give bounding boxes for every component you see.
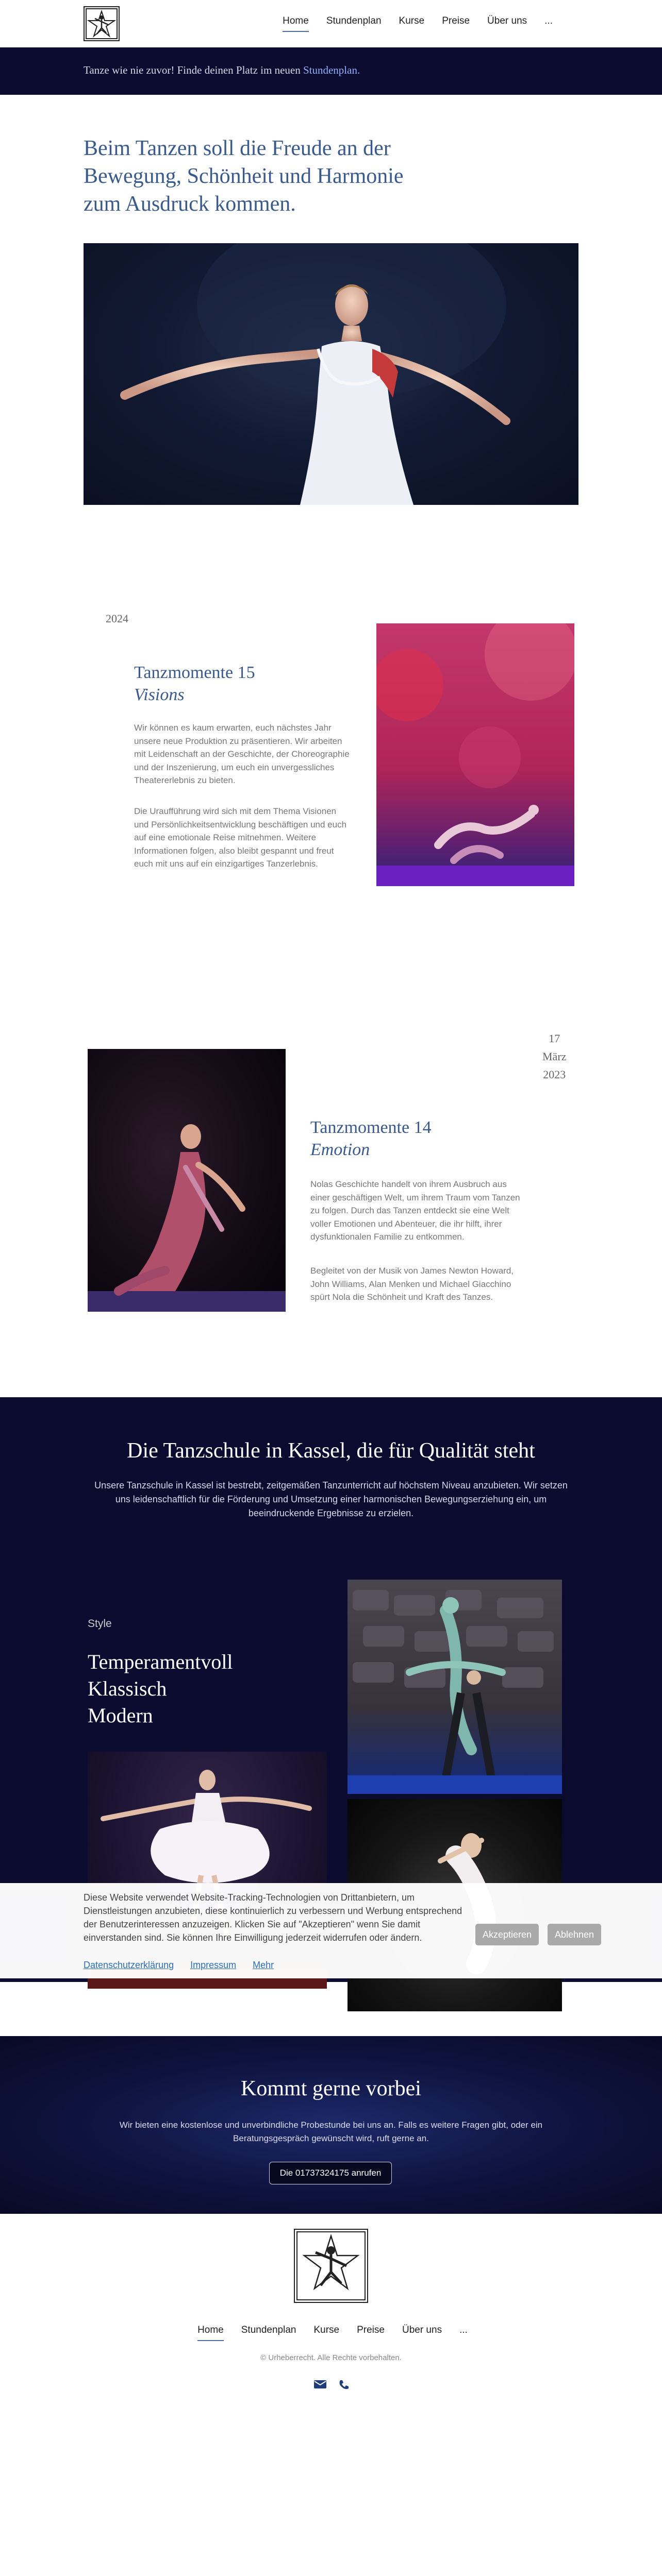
nav-preise[interactable]: Preise: [442, 15, 470, 26]
footer-nav-kurse[interactable]: Kurse: [313, 2325, 340, 2335]
style-item: Modern: [88, 1704, 153, 1727]
footer-nav-stundenplan[interactable]: Stundenplan: [241, 2325, 296, 2335]
visions-paragraph-1: Wir können es kaum erwarten, euch nächstes Jahr unsere neue Produktion zu präsentieren. Wir arbeiten mit Leidenschaft an der Geschichte, der Choreographie und der Inszenierung, um euch ein unvergessliches Theatererlebnis zu bieten.: [134, 723, 350, 785]
footer-nav-more[interactable]: ...: [459, 2325, 468, 2335]
emotion-title-text: Tanzmomente 14: [310, 1118, 432, 1137]
nav-ueber-uns[interactable]: Über uns: [487, 15, 527, 26]
footer-nav-ueber-uns[interactable]: Über uns: [402, 2325, 442, 2335]
footer-logo[interactable]: [294, 2229, 368, 2303]
style-list: [88, 1649, 233, 1729]
footer-contact-icons: [313, 2379, 350, 2391]
site-logo[interactable]: [84, 6, 120, 41]
emotion-image-dancer: [88, 1049, 286, 1312]
copyright: © Urheberrecht. Alle Rechte vorbehalten.: [260, 2353, 402, 2362]
banner-message: Tanze wie nie zuvor! Finde deinen Platz im neuen: [84, 64, 301, 76]
decline-button[interactable]: Ablehnen: [548, 1924, 601, 1945]
phone-icon[interactable]: [338, 2379, 350, 2391]
style-item: Temperamentvoll: [88, 1650, 233, 1673]
footer-nav-home[interactable]: Home: [197, 2325, 224, 2341]
banner-link[interactable]: Stundenplan.: [303, 64, 360, 76]
mail-icon[interactable]: [313, 2379, 327, 2389]
cookie-text: Diese Website verwendet Website-Tracking-Technologien von Drittanbietern, um Dienstleistungen anzubieten, diese kontinuierlich zu verbessern und Werbung entsprechend der Benutzerinteressen anzuzeigen. Klicken Sie auf "Akzeptieren" wenn Sie damit einverstanden sind. Sie können Ihre Einwilligung jederzeit widerrufen oder ändern.: [84, 1892, 462, 1943]
announcement-banner: [0, 47, 662, 95]
emotion-title: [310, 1117, 432, 1161]
visions-image-dancers: [376, 623, 574, 886]
emotion-date: [542, 1029, 566, 1084]
link-mehr[interactable]: Mehr: [253, 1960, 274, 1970]
hero-title: Beim Tanzen soll die Freude an der Bewegung, Schönheit und Harmonie zum Ausdruck kommen.: [84, 137, 404, 216]
visions-title-text: Tanzmomente 15: [134, 663, 255, 682]
emotion-subtitle: Emotion: [310, 1140, 370, 1159]
emotion-date-month: März: [542, 1050, 567, 1063]
footer-nav-preise[interactable]: Preise: [357, 2325, 385, 2335]
nav-stundenplan[interactable]: Stundenplan: [326, 15, 382, 26]
cta-title: Kommt gerne vorbei: [241, 2077, 421, 2100]
visions-subtitle: Visions: [134, 685, 185, 704]
style-image-duo: [347, 1580, 562, 1794]
nav-kurse[interactable]: Kurse: [399, 15, 425, 26]
nav-more[interactable]: ...: [544, 15, 553, 26]
nav-home[interactable]: Home: [283, 15, 309, 32]
banner-text: [84, 64, 360, 77]
emotion-paragraph-2: Begleitet von der Musik von James Newton Howard, John Williams, Alan Menken und Michael Giacchino spürt Nola die Schönheit und Kraft des Tanzes.: [310, 1266, 514, 1302]
visions-paragraph-2: Die Uraufführung wird sich mit dem Thema Visionen und Persönlichkeitsentwicklung beschäftigen und euch auf eine emotionale Reise mitnehmen. Weitere Informationen folgen, also bleibt gespannt und freut euch mit uns auf ein einzigartiges Tanzerlebnis.: [134, 806, 347, 869]
main-nav: [283, 15, 553, 32]
visions-year: 2024: [106, 612, 128, 625]
link-impressum[interactable]: Impressum: [190, 1960, 237, 1970]
visions-title: [134, 662, 255, 706]
emotion-paragraph-1: Nolas Geschichte handelt von ihrem Ausbruch aus einer geschäftigen Welt, um ihrem Traum vom Tanzen zu folgen. Durch das Tanzen entdeckt sie eine Welt voller Emotionen und Abenteuer, die ihr hilft, ihrer dysfunktionalen Familie zu entkommen.: [310, 1179, 520, 1242]
style-label: Style: [88, 1618, 112, 1630]
cookie-links: [84, 1960, 274, 1971]
footer-nav: [191, 2325, 474, 2341]
style-item: Klassisch: [88, 1677, 167, 1700]
emotion-date-day: 17: [549, 1032, 560, 1045]
accept-button[interactable]: Akzeptieren: [475, 1924, 539, 1945]
cta-text: Wir bieten eine kostenlose und unverbindliche Probestunde bei uns an. Falls es weitere Fragen gibt, oder ein Beratungsgespräch gewünscht wird, ruft gerne an.: [119, 2120, 543, 2144]
quality-title: Die Tanzschule in Kassel, die für Qualität steht: [127, 1439, 535, 1463]
quality-lead: Unsere Tanzschule in Kassel ist bestrebt, zeitgemäßen Tanzunterricht auf höchstem Niveau anzubieten. Wir setzen uns leidenschaftlich für die Förderung und Umsetzung einer harmonischen Bewegungserziehung ein, um beeindruckende Ergebnisse zu erzielen.: [94, 1480, 568, 1518]
link-datenschutz[interactable]: Datenschutzerklärung: [84, 1960, 174, 1970]
site-header: [0, 0, 662, 47]
call-button[interactable]: Die 01737324175 anrufen: [269, 2162, 392, 2184]
emotion-date-year: 2023: [543, 1068, 566, 1081]
hero-image-ballerina: [84, 243, 578, 505]
